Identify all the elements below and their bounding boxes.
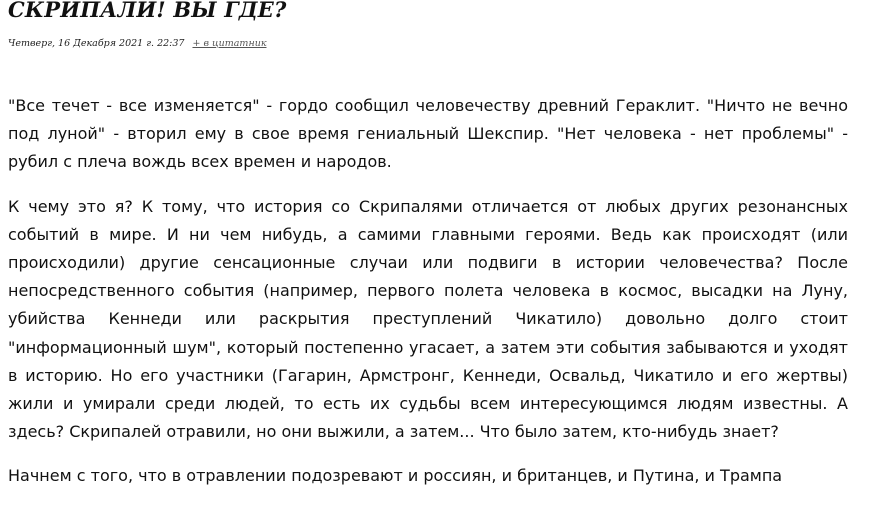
paragraph: "Все течет - все изменяется" - гордо сообщил человечеству древний Гераклит. "Ничто не вечно под луной" - вторил ему в свое время гениальный Шекспир. "Нет человека - нет проблемы" - рубил с плеча вождь всех времен и народов. xyxy=(8,96,848,172)
post-body xyxy=(8,92,848,507)
paragraph: К чему это я? К тому, что история со Скрипалями отличается от любых других резонансных событий в мире. И ни чем нибудь, а самими главными героями. Ведь как происходят (или происходили) другие сенсационные случаи или подвиги в истории человечества? После непосредственного события (например, первого полета человека в космос, высадки на Луну, убийства Кеннеди или раскрытия преступлений Чикатило) довольно долго стоит "информационный шум", который постепенно угасает, а затем эти события забываются и уходят в историю. Но его участники (Гагарин, Армстронг, Кеннеди, Освальд, Чикатило и его жертвы) жили и умирали среди людей, то есть их судьбы всем интересующимся людям известны. А здесь? Скрипалей отравили, но они выжили, а затем... Что было затем, кто-нибудь знает? xyxy=(8,196,848,442)
post-title: СКРИПАЛИ! ВЫ ГДЕ? xyxy=(8,0,287,22)
paragraph: Начнем с того, что в отравлении подозревают и россиян, и британцев, и Путина, и Трампа xyxy=(8,466,783,486)
add-to-quotes-link[interactable]: + в цитатник xyxy=(192,38,267,49)
post-meta xyxy=(8,38,267,49)
post-date: Четверг, 16 Декабря 2021 г. 22:37 xyxy=(8,38,185,49)
